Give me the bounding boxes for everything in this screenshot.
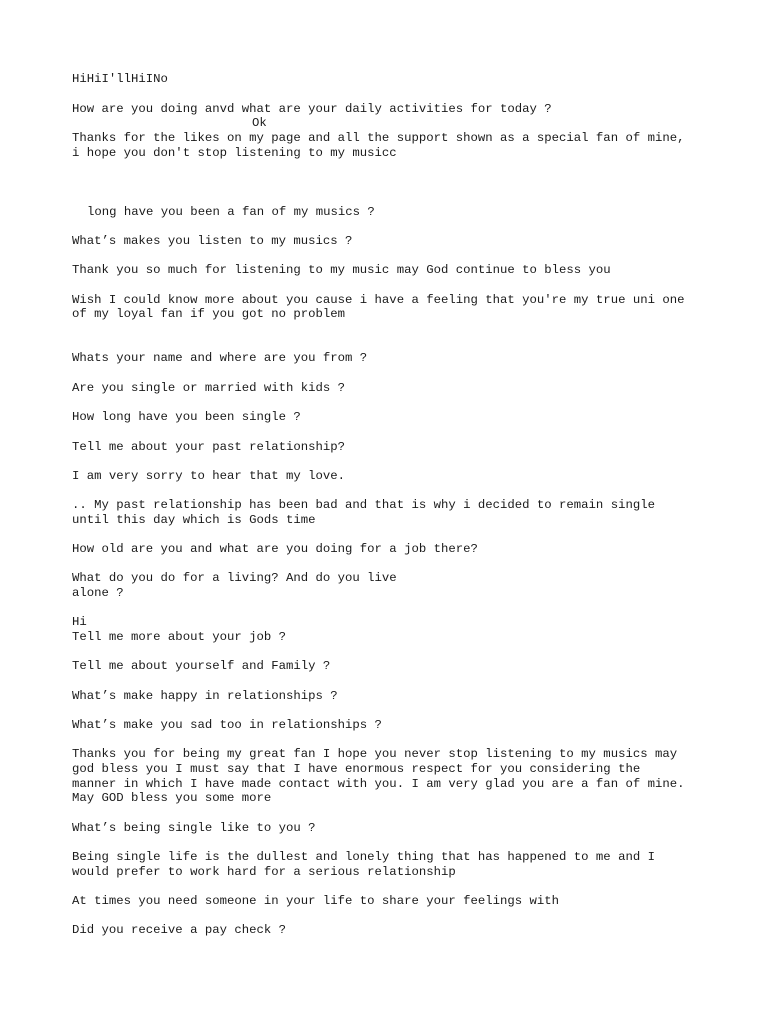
text-line: Ok xyxy=(252,116,267,130)
text-line: Whats your name and where are you from ? xyxy=(72,351,368,365)
text-line: What’s being single like to you ? xyxy=(72,821,316,835)
text-line: Wish I could know more about you cause i have a feeling that you're my true uni one xyxy=(72,293,685,307)
text-line: How long have you been single ? xyxy=(72,410,301,424)
text-line: .. My past relationship has been bad and that is why i decided to remain single xyxy=(72,498,655,512)
text-line: i hope you don't stop listening to my musicc xyxy=(72,146,397,160)
text-line: until this day which is Gods time xyxy=(72,513,316,527)
text-line: What’s makes you listen to my musics ? xyxy=(72,234,353,248)
text-line: At times you need someone in your life to share your feelings with xyxy=(72,894,560,908)
text-line: long have you been a fan of my musics ? xyxy=(87,205,375,219)
text-line: god bless you I must say that I have enormous respect for you considering the xyxy=(72,762,641,776)
text-line: Tell me about your past relationship? xyxy=(72,440,346,454)
text-line: alone ? xyxy=(72,586,124,600)
text-line: Are you single or married with kids ? xyxy=(72,381,346,395)
text-line: Tell me about yourself and Family ? xyxy=(72,659,331,673)
text-line: Being single life is the dullest and lonely thing that has happened to me and I xyxy=(72,850,655,864)
text-line: Did you receive a pay check ? xyxy=(72,923,287,937)
text-line: would prefer to work hard for a serious relationship xyxy=(72,865,456,879)
text-line: Tell me more about your job ? xyxy=(72,630,287,644)
text-line: Thanks for the likes on my page and all the support shown as a special fan of mine, xyxy=(72,131,685,145)
text-line: of my loyal fan if you got no problem xyxy=(72,307,346,321)
text-line: What’s make you sad too in relationships ? xyxy=(72,718,382,732)
text-line: What’s make happy in relationships ? xyxy=(72,689,338,703)
text-line: May GOD bless you some more xyxy=(72,791,272,805)
text-line: What do you do for a living? And do you live xyxy=(72,571,397,585)
text-line: HiHiI'llHiINo xyxy=(72,72,168,86)
text-line: I am very sorry to hear that my love. xyxy=(72,469,346,483)
text-line: Hi xyxy=(72,615,87,629)
text-line: manner in which I have made contact with you. I am very glad you are a fan of mine. xyxy=(72,777,685,791)
text-line: Thanks you for being my great fan I hope you never stop listening to my musics may xyxy=(72,747,678,761)
text-line: How old are you and what are you doing for a job there? xyxy=(72,542,478,556)
text-line: How are you doing anvd what are your daily activities for today ? xyxy=(72,102,552,116)
text-line: Thank you so much for listening to my music may God continue to bless you xyxy=(72,263,611,277)
